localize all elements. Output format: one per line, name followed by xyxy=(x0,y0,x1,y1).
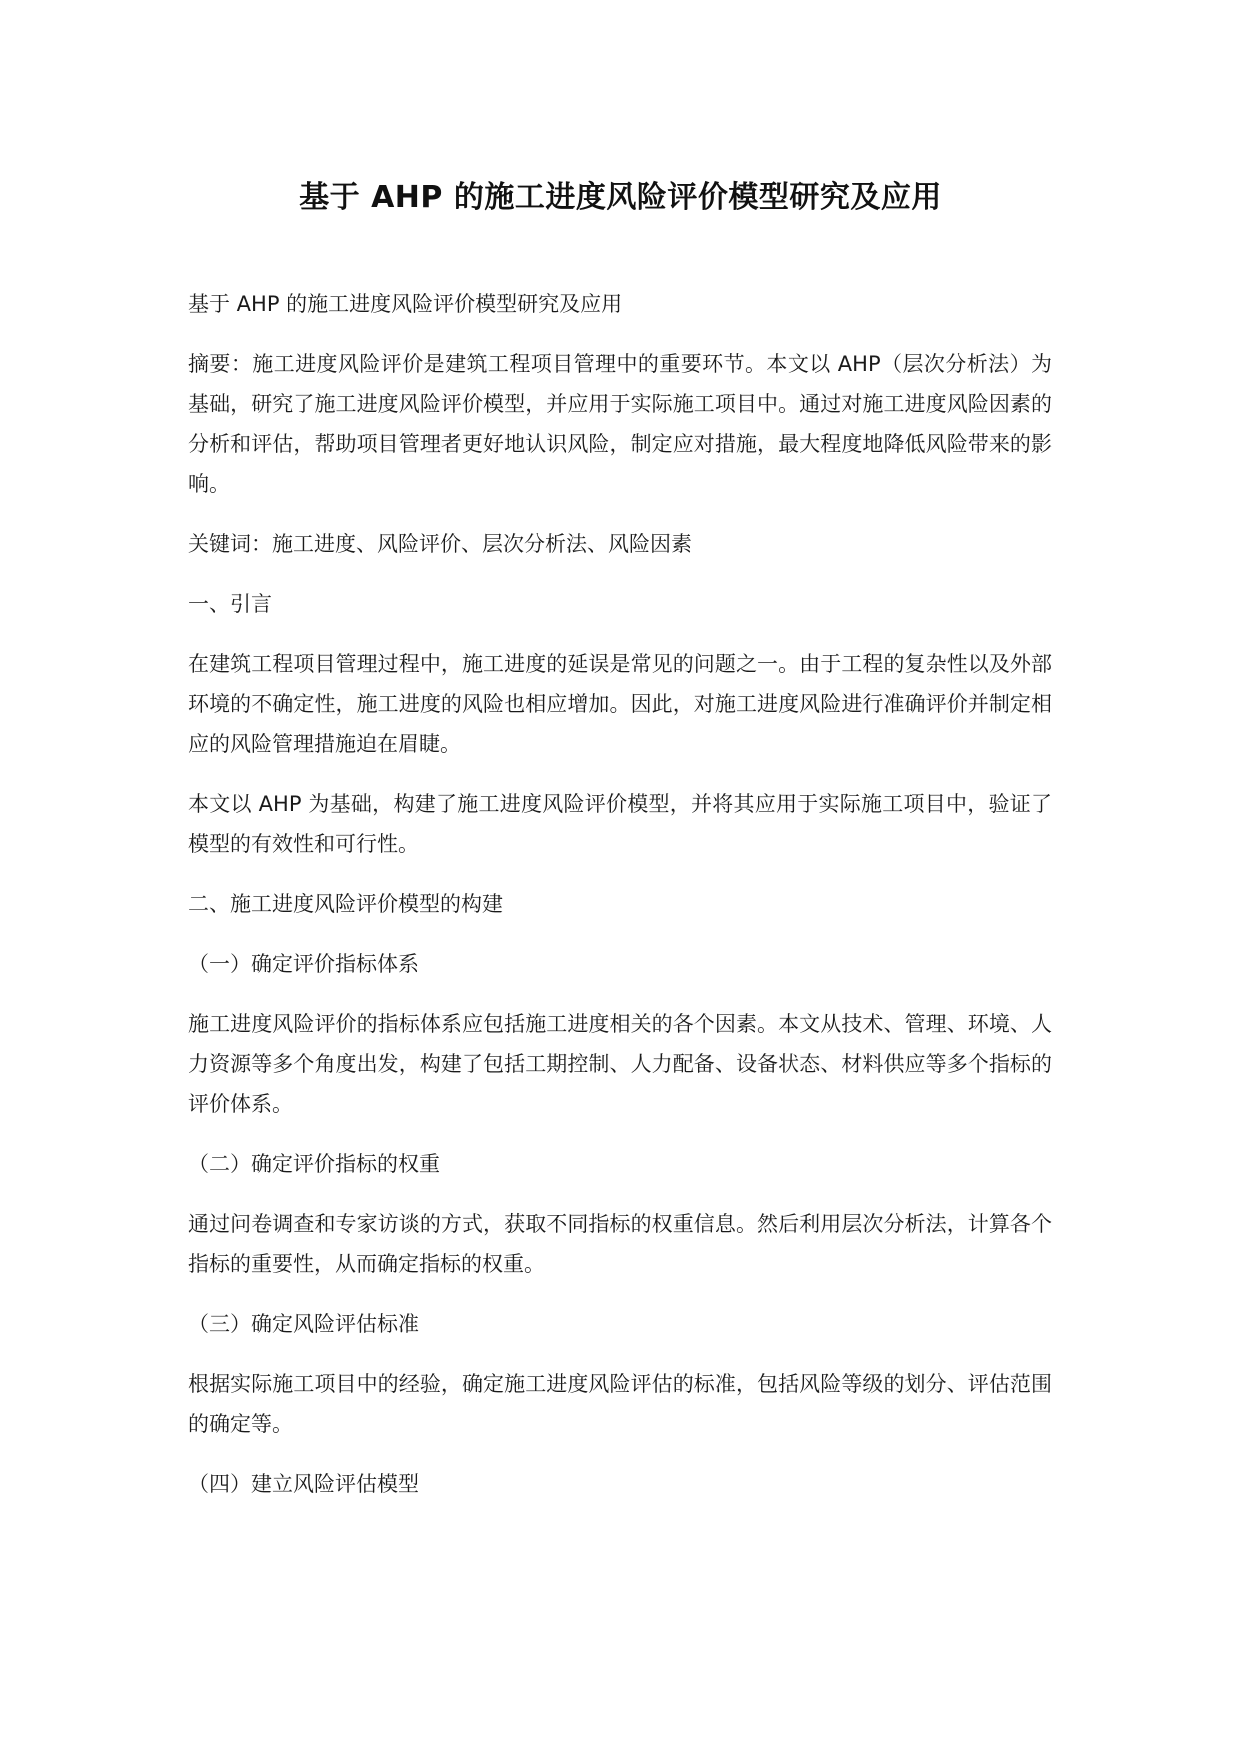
body-paragraph: 通过问卷调查和专家访谈的方式，获取不同指标的权重信息。然后利用层次分析法，计算各个指标的重要性，从而确定指标的权重。 xyxy=(188,1212,1052,1276)
body-paragraph: 在建筑工程项目管理过程中，施工进度的延误是常见的问题之一。由于工程的复杂性以及外部环境的不确定性，施工进度的风险也相应增加。因此，对施工进度风险进行准确评价并制定相应的风险管理措施迫在眉睫。 xyxy=(188,652,1052,756)
keywords-paragraph: 关键词：施工进度、风险评价、层次分析法、风险因素 xyxy=(188,532,692,556)
subsection-heading-indicator-weights: （二）确定评价指标的权重 xyxy=(188,1152,440,1176)
body-paragraph: 本文以 AHP 为基础，构建了施工进度风险评价模型，并将其应用于实际施工项目中，验证了模型的有效性和可行性。 xyxy=(188,792,1052,856)
body-paragraph: 施工进度风险评价的指标体系应包括施工进度相关的各个因素。本文从技术、管理、环境、人力资源等多个角度出发，构建了包括工期控制、人力配备、设备状态、材料供应等多个指标的评价体系。 xyxy=(188,1012,1052,1116)
body-paragraph: 根据实际施工项目中的经验，确定施工进度风险评估的标准，包括风险等级的划分、评估范围的确定等。 xyxy=(188,1372,1052,1436)
section-heading-introduction: 一、引言 xyxy=(188,592,272,616)
section-heading-model-construction: 二、施工进度风险评价模型的构建 xyxy=(188,892,503,916)
subtitle-paragraph: 基于 AHP 的施工进度风险评价模型研究及应用 xyxy=(188,292,623,316)
subsection-heading-assessment-model: （四）建立风险评估模型 xyxy=(188,1472,419,1496)
subsection-heading-indicator-system: （一）确定评价指标体系 xyxy=(188,952,419,976)
document-title: 基于 AHP 的施工进度风险评价模型研究及应用 xyxy=(299,180,942,215)
abstract-paragraph: 摘要：施工进度风险评价是建筑工程项目管理中的重要环节。本文以 AHP（层次分析法）为基础，研究了施工进度风险评价模型，并应用于实际施工项目中。通过对施工进度风险因素的分析和评估，帮助项目管理者更好地认识风险，制定应对措施，最大程度地降低风险带来的影响。 xyxy=(188,352,1052,496)
subsection-heading-assessment-criteria: （三）确定风险评估标准 xyxy=(188,1312,419,1336)
document-body xyxy=(188,284,1052,1524)
